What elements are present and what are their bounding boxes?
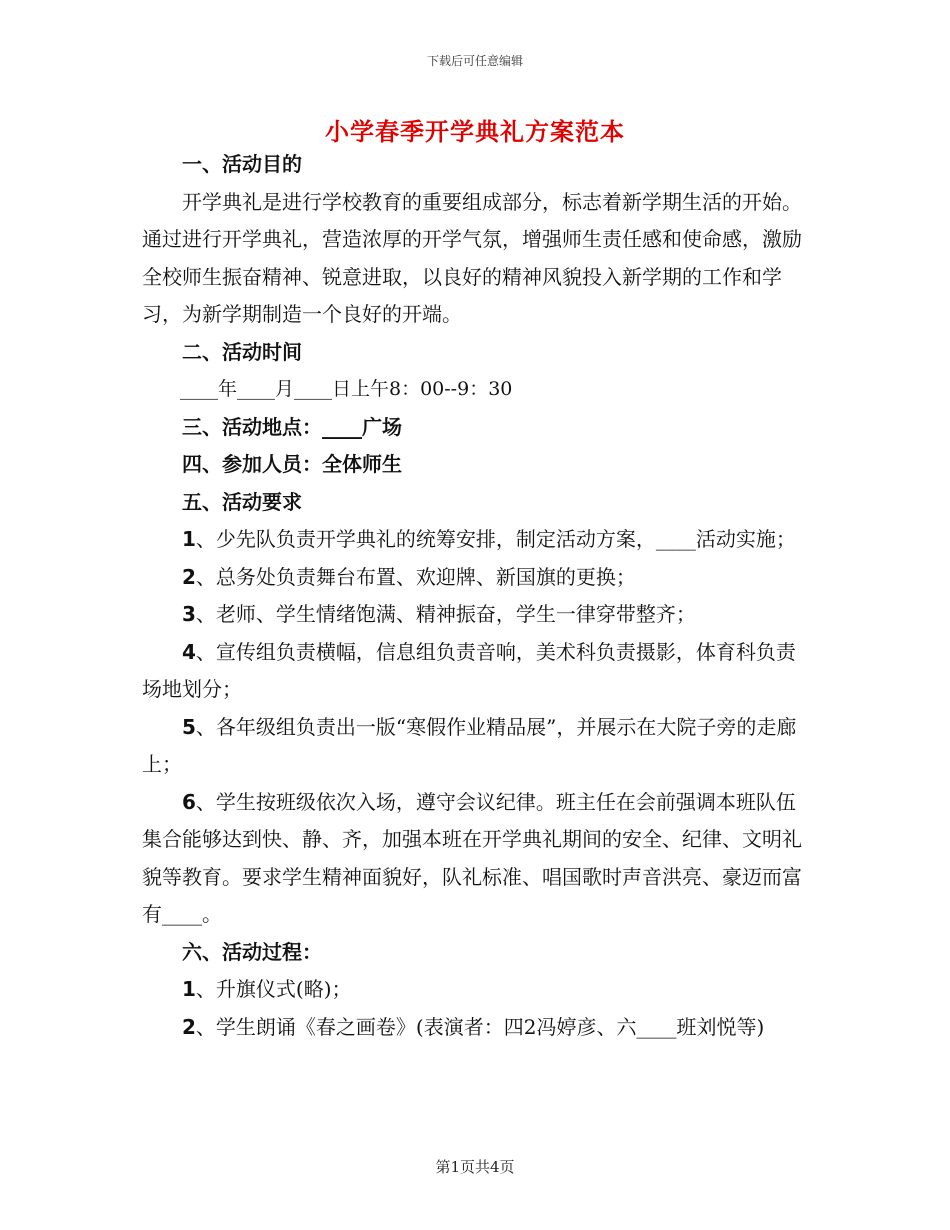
process-item-2 [142,1009,806,1047]
requirement-number: 5 [182,714,196,739]
requirement-item-2 [142,559,806,597]
requirement-item-5 [142,709,806,784]
requirement-item-3 [142,596,806,634]
requirement-number: 2 [182,564,196,589]
section-heading-participants: 四、参加人员：全体师生 [182,452,402,476]
requirement-text: 、总务处负责舞台布置、欢迎牌、新国旗的更换； [195,564,636,589]
document-body [142,146,806,1046]
requirement-number: 1 [182,527,196,551]
section-heading-time: 二、活动时间 [182,339,302,364]
requirement-item-4 [142,634,806,709]
requirement-number: 6 [182,789,196,814]
requirement-text: 、少先队负责开学典礼的统筹安排，制定活动方案，____活动实施； [195,527,796,551]
section-heading-requirements: 五、活动要求 [182,489,302,514]
requirement-text: 、宣传组负责横幅，信息组负责音响，美术科负责摄影，体育科负责场地划分； [142,639,796,701]
process-item-1 [142,971,806,1009]
section-heading-purpose: 一、活动目的 [182,152,302,176]
page-footer: 第1页共4页 [435,1158,515,1176]
section-heading-process: 六、活动过程： [182,939,322,964]
process-text: 、学生朗诵《春之画卷》(表演者：四2冯婷彦、六____班刘悦等) [195,1014,765,1039]
section-body-purpose: 开学典礼是进行学校教育的重要组成部分，标志着新学期生活的开始。通过进行开学典礼，营造浓厚的开学气氛，增强师生责任感和使命感，激励全校师生振奋精神、锐意进取，以良好的精神风貌投入新学期的工作和学习，为新学期制造一个良好的开端。 [142,189,802,326]
requirement-text: 、老师、学生情绪饱满、精神振奋，学生一律穿带整齐； [195,602,696,626]
process-text: 、升旗仪式(略)； [195,977,352,1001]
section-body-time: ____年____月____日上午8：00--9：30 [180,378,513,400]
requirement-item-1 [142,521,806,559]
process-number: 1 [182,977,196,1001]
requirement-number: 3 [182,602,196,626]
requirement-item-6 [142,784,806,934]
section-heading-location: 三、活动地点：____广场 [182,414,402,439]
requirement-text: 、学生按班级依次入场，遵守会议纪律。班主任在会前强调本班队伍集合能够达到快、静、齐，加强本班在开学典礼期间的安全、纪律、文明礼貌等教育。要求学生精神面貌好，队礼标准、唱国歌时声音洪亮、豪迈而富有____。 [142,789,802,926]
requirement-text: 、各年级组负责出一版“寒假作业精品展”，并展示在大院子旁的走廊上； [142,714,797,776]
process-number: 2 [182,1014,196,1039]
document-title: 小学春季开学典礼方案范本 [325,117,625,146]
requirement-number: 4 [182,639,196,664]
page-header: 下载后可任意编辑 [426,54,523,68]
